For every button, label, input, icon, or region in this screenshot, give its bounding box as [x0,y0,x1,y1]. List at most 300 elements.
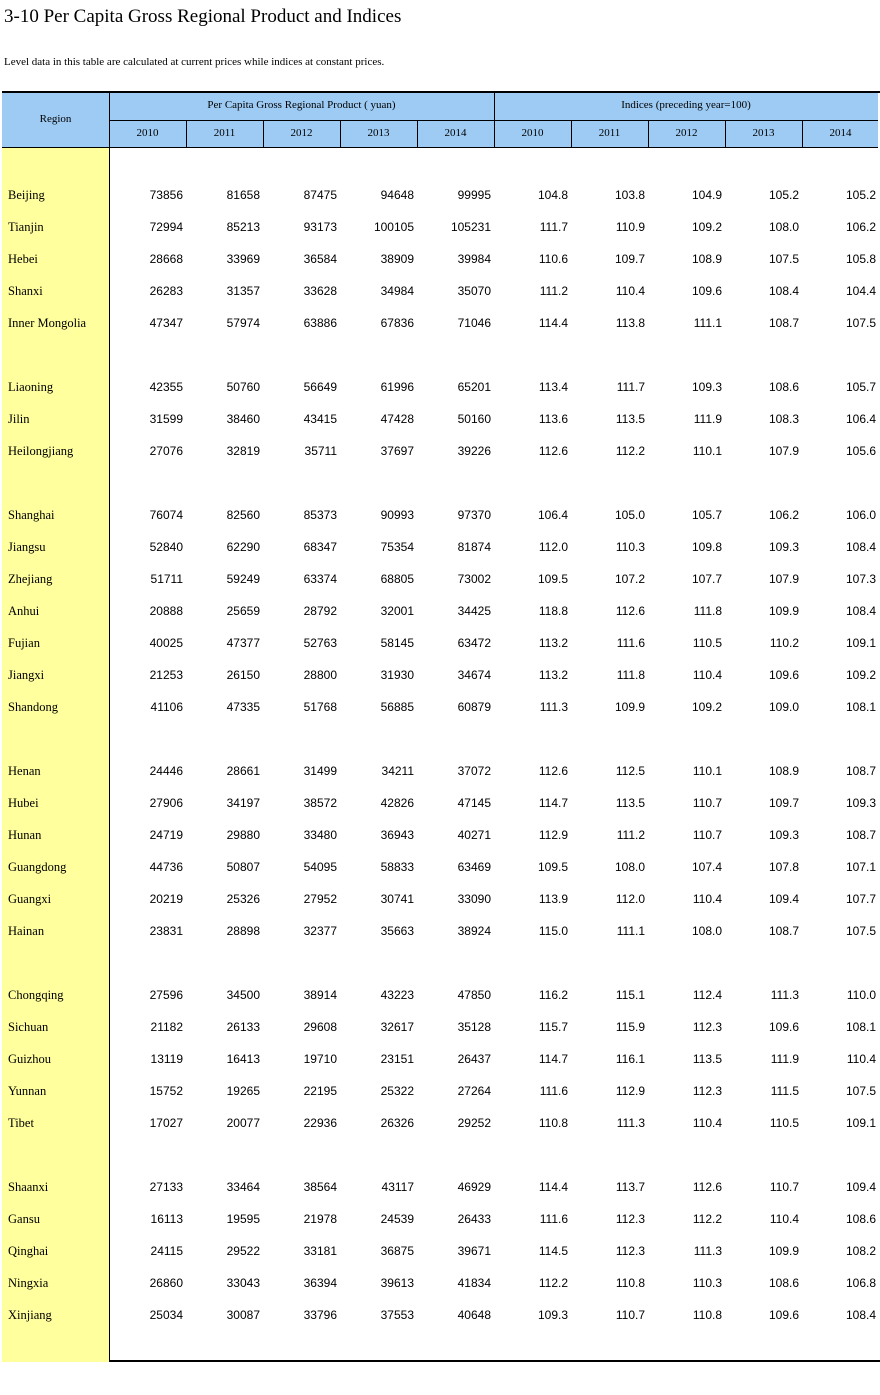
value-cell: 107.5 [845,316,876,330]
region-name: Henan [8,764,41,778]
value-cell: 109.5 [537,860,568,874]
value-cell: 104.4 [845,284,876,298]
region-name: Fujian [8,636,40,650]
region-name: Hainan [8,924,45,938]
value-cell: 32819 [226,444,260,458]
table-title: 3-10 Per Capita Gross Regional Product and Indices [4,6,402,27]
value-cell: 108.4 [845,604,876,618]
value-cell: 108.1 [845,1020,876,1034]
value-cell: 110.4 [692,892,722,906]
value-cell: 26133 [226,1020,260,1034]
region-name: Sichuan [8,1020,49,1034]
table-row [2,1276,878,1294]
table-row [2,316,878,334]
value-cell: 105.2 [768,188,799,202]
value-cell: 110.4 [692,668,722,682]
value-cell: 46929 [457,1180,491,1194]
value-cell: 110.7 [615,1308,645,1322]
value-cell: 25322 [380,1084,414,1098]
value-cell: 110.1 [692,764,722,778]
value-cell: 21978 [303,1212,337,1226]
value-cell: 110.5 [692,636,722,650]
value-cell: 56649 [303,380,337,394]
value-cell: 36875 [380,1244,414,1258]
value-cell: 113.5 [692,1052,722,1066]
value-cell: 107.9 [768,444,799,458]
table-row [2,188,878,206]
region-name: Liaoning [8,380,54,394]
value-cell: 110.2 [769,636,799,650]
value-cell: 40025 [149,636,183,650]
region-name: Gansu [8,1212,40,1226]
value-cell: 110.0 [846,988,876,1002]
value-cell: 20077 [226,1116,260,1130]
value-cell: 110.3 [692,1276,722,1290]
value-cell: 108.6 [845,1212,876,1226]
value-cell: 29880 [226,828,260,842]
value-cell: 110.9 [615,220,645,234]
table-row [2,1212,878,1230]
table-row [2,636,878,654]
value-cell: 97370 [457,508,491,522]
year-header: 2011 [598,127,621,139]
value-cell: 59249 [226,572,260,586]
region-name: Hubei [8,796,39,810]
value-cell: 110.7 [692,796,722,810]
value-cell: 20219 [149,892,183,906]
value-cell: 109.2 [691,220,722,234]
value-cell: 85213 [226,220,260,234]
value-cell: 33090 [457,892,491,906]
value-cell: 107.7 [691,572,722,586]
value-cell: 47335 [226,700,260,714]
value-cell: 110.4 [615,284,645,298]
year-header: 2010 [136,127,159,139]
value-cell: 24719 [149,828,183,842]
value-cell: 16113 [150,1212,183,1226]
value-cell: 37072 [457,764,491,778]
table-row [2,284,878,302]
value-cell: 112.9 [615,1084,645,1098]
value-cell: 108.9 [691,252,722,266]
value-cell: 82560 [226,508,260,522]
value-cell: 61996 [380,380,414,394]
value-cell: 107.1 [845,860,876,874]
value-cell: 27906 [149,796,183,810]
value-cell: 47850 [457,988,491,1002]
value-cell: 112.9 [538,828,568,842]
table-row [2,572,878,590]
value-cell: 115.9 [615,1020,645,1034]
value-cell: 26150 [226,668,260,682]
value-cell: 109.1 [845,636,876,650]
value-cell: 118.8 [538,604,568,618]
table-row [2,860,878,878]
value-cell: 107.5 [845,924,876,938]
value-cell: 107.7 [845,892,876,906]
value-cell: 60879 [457,700,491,714]
value-cell: 113.5 [615,796,645,810]
value-cell: 52763 [303,636,337,650]
value-cell: 52840 [149,540,183,554]
value-cell: 113.5 [615,412,645,426]
region-name: Yunnan [8,1084,47,1098]
value-cell: 68347 [303,540,337,554]
value-cell: 109.3 [845,796,876,810]
table-row [2,988,878,1006]
value-cell: 109.3 [768,540,799,554]
year-header: 2014 [829,127,852,139]
value-cell: 113.2 [538,636,568,650]
value-cell: 30087 [226,1308,260,1322]
value-cell: 108.7 [845,828,876,842]
value-cell: 108.4 [768,284,799,298]
value-cell: 114.4 [538,1180,568,1194]
value-cell: 109.9 [768,1244,799,1258]
table-row [2,1116,878,1134]
value-cell: 39613 [380,1276,414,1290]
value-cell: 94648 [380,188,414,202]
value-cell: 110.4 [769,1212,799,1226]
value-cell: 90993 [380,508,414,522]
table-row [2,444,878,462]
region-name: Jilin [8,412,30,426]
value-cell: 58145 [380,636,414,650]
value-cell: 108.4 [845,1308,876,1322]
value-cell: 116.1 [615,1052,645,1066]
value-cell: 111.1 [693,316,722,330]
table-row [2,828,878,846]
value-cell: 109.2 [845,668,876,682]
region-name: Anhui [8,604,40,618]
value-cell: 110.4 [846,1052,876,1066]
table-row [2,924,878,942]
year-header: 2012 [290,127,313,139]
value-cell: 33796 [303,1308,337,1322]
value-cell: 50160 [457,412,491,426]
value-cell: 34674 [457,668,491,682]
value-cell: 111.3 [539,700,568,714]
value-cell: 112.6 [692,1180,722,1194]
value-cell: 112.3 [615,1212,645,1226]
table-row [2,700,878,718]
value-cell: 44736 [149,860,183,874]
value-cell: 34211 [381,764,414,778]
value-cell: 106.2 [768,508,799,522]
value-cell: 112.0 [538,540,568,554]
value-cell: 30741 [380,892,414,906]
value-cell: 108.7 [768,316,799,330]
value-cell: 108.0 [614,860,645,874]
value-cell: 31357 [226,284,260,298]
table-header [2,93,878,148]
value-cell: 111.6 [539,1212,568,1226]
value-cell: 111.7 [539,220,568,234]
region-name: Shaanxi [8,1180,49,1194]
table-subtitle: Level data in this table are calculated at current prices while indices at constant prices. [4,56,385,68]
value-cell: 33043 [226,1276,260,1290]
region-name: Tibet [8,1116,34,1130]
value-cell: 25034 [149,1308,183,1322]
value-cell: 23151 [380,1052,414,1066]
value-cell: 106.0 [845,508,876,522]
value-cell: 111.2 [539,284,568,298]
value-cell: 114.5 [538,1244,568,1258]
value-cell: 100105 [373,220,414,234]
value-cell: 17027 [149,1116,183,1130]
value-cell: 38909 [380,252,414,266]
region-name: Xinjiang [8,1308,52,1322]
value-cell: 76074 [149,508,183,522]
value-cell: 112.3 [615,1244,645,1258]
value-cell: 115.1 [615,988,645,1002]
value-cell: 38914 [303,988,337,1002]
table-row [2,604,878,622]
value-cell: 111.2 [616,828,645,842]
value-cell: 37553 [380,1308,414,1322]
region-name: Zhejiang [8,572,53,586]
value-cell: 67836 [380,316,414,330]
value-cell: 26326 [380,1116,414,1130]
value-cell: 106.4 [537,508,568,522]
value-cell: 36943 [380,828,414,842]
value-cell: 107.9 [768,572,799,586]
value-cell: 111.9 [693,412,722,426]
value-cell: 21253 [149,668,183,682]
value-cell: 27596 [149,988,183,1002]
value-cell: 21182 [150,1020,183,1034]
table-row [2,1244,878,1262]
value-cell: 50807 [226,860,260,874]
value-cell: 107.5 [768,252,799,266]
value-cell: 19265 [226,1084,260,1098]
value-cell: 109.8 [691,540,722,554]
value-cell: 111.1 [616,924,645,938]
value-cell: 113.4 [538,380,568,394]
value-cell: 85373 [303,508,337,522]
table-row [2,1180,878,1198]
value-cell: 27952 [303,892,337,906]
value-cell: 112.3 [692,1020,722,1034]
value-cell: 112.6 [538,764,568,778]
region-name: Inner Mongolia [8,316,87,330]
value-cell: 72994 [149,220,183,234]
value-cell: 35070 [457,284,491,298]
value-cell: 104.8 [537,188,568,202]
value-cell: 108.1 [845,700,876,714]
value-cell: 32617 [380,1020,414,1034]
region-name: Chongqing [8,988,64,1002]
value-cell: 32001 [380,604,414,618]
value-cell: 110.8 [692,1308,722,1322]
value-cell: 33181 [303,1244,337,1258]
value-cell: 22936 [303,1116,337,1130]
value-cell: 111.6 [616,636,645,650]
value-cell: 23831 [149,924,183,938]
value-cell: 104.9 [691,188,722,202]
value-cell: 107.2 [614,572,645,586]
value-cell: 24446 [149,764,183,778]
value-cell: 108.9 [768,764,799,778]
value-cell: 109.7 [768,796,799,810]
value-cell: 47347 [149,316,183,330]
region-name: Ningxia [8,1276,49,1290]
table-row [2,220,878,238]
value-cell: 110.3 [615,540,645,554]
table-row [2,1052,878,1070]
value-cell: 31499 [303,764,337,778]
value-cell: 35663 [380,924,414,938]
region-name: Shanghai [8,508,55,522]
value-cell: 116.2 [538,988,568,1002]
value-cell: 111.5 [770,1084,799,1098]
year-header: 2013 [367,127,390,139]
value-cell: 105.6 [845,444,876,458]
data-table [2,91,880,1362]
value-cell: 34197 [226,796,260,810]
value-cell: 41106 [150,700,183,714]
year-header: 2010 [521,127,544,139]
value-cell: 29608 [303,1020,337,1034]
value-cell: 106.4 [845,412,876,426]
table-row [2,892,878,910]
value-cell: 111.9 [770,1052,799,1066]
value-cell: 107.4 [691,860,722,874]
value-cell: 114.7 [538,796,568,810]
value-cell: 106.2 [845,220,876,234]
value-cell: 63374 [303,572,337,586]
table-row [2,668,878,686]
region-header: Region [39,113,72,125]
region-name: Beijing [8,188,45,202]
value-cell: 71046 [457,316,491,330]
region-name: Qinghai [8,1244,49,1258]
gdp-group-header: Per Capita Gross Regional Product ( yuan) [207,99,396,111]
value-cell: 105.8 [845,252,876,266]
table-row [2,380,878,398]
value-cell: 105.7 [691,508,722,522]
value-cell: 110.8 [615,1276,645,1290]
value-cell: 110.4 [692,1116,722,1130]
region-name: Shandong [8,700,58,714]
value-cell: 113.7 [615,1180,645,1194]
value-cell: 32377 [303,924,337,938]
value-cell: 57974 [226,316,260,330]
value-cell: 38572 [303,796,337,810]
value-cell: 39671 [457,1244,491,1258]
value-cell: 24539 [380,1212,414,1226]
value-cell: 115.0 [538,924,568,938]
value-cell: 113.8 [615,316,645,330]
value-cell: 26433 [457,1212,491,1226]
value-cell: 109.1 [845,1116,876,1130]
value-cell: 108.3 [768,412,799,426]
value-cell: 108.6 [768,380,799,394]
value-cell: 109.5 [537,572,568,586]
value-cell: 28792 [303,604,337,618]
value-cell: 114.7 [538,1052,568,1066]
value-cell: 112.4 [692,988,722,1002]
value-cell: 109.3 [691,380,722,394]
value-cell: 34425 [457,604,491,618]
table-row [2,764,878,782]
value-cell: 109.9 [768,604,799,618]
value-cell: 43415 [303,412,337,426]
value-cell: 28661 [226,764,260,778]
value-cell: 112.5 [615,764,645,778]
value-cell: 36584 [303,252,337,266]
value-cell: 81658 [226,188,260,202]
value-cell: 109.6 [691,284,722,298]
region-name: Guangdong [8,860,67,874]
table-row [2,508,878,526]
value-cell: 109.4 [768,892,799,906]
value-cell: 110.7 [769,1180,799,1194]
value-cell: 51711 [150,572,183,586]
value-cell: 33628 [303,284,337,298]
value-cell: 109.9 [614,700,645,714]
value-cell: 114.4 [538,316,568,330]
value-cell: 33480 [303,828,337,842]
value-cell: 112.0 [615,892,645,906]
table-row [2,1020,878,1038]
year-header: 2013 [752,127,775,139]
value-cell: 43117 [381,1180,414,1194]
table-row [2,412,878,430]
value-cell: 19595 [226,1212,260,1226]
value-cell: 51768 [303,700,337,714]
value-cell: 87475 [303,188,337,202]
value-cell: 111.3 [770,988,799,1002]
value-cell: 109.3 [537,1308,568,1322]
year-header: 2014 [444,127,467,139]
value-cell: 26283 [149,284,183,298]
value-cell: 111.3 [693,1244,722,1258]
value-cell: 111.7 [616,380,645,394]
value-cell: 108.2 [845,1244,876,1258]
value-cell: 109.7 [614,252,645,266]
value-cell: 99995 [457,188,491,202]
value-cell: 109.3 [768,828,799,842]
value-cell: 105.7 [845,380,876,394]
value-cell: 36394 [303,1276,337,1290]
value-cell: 113.2 [538,668,568,682]
value-cell: 108.0 [691,924,722,938]
value-cell: 107.3 [845,572,876,586]
value-cell: 109.0 [768,700,799,714]
value-cell: 107.8 [768,860,799,874]
value-cell: 39226 [457,444,491,458]
value-cell: 110.6 [538,252,568,266]
value-cell: 112.3 [692,1084,722,1098]
value-cell: 47145 [457,796,491,810]
value-cell: 35711 [304,444,337,458]
value-cell: 115.7 [538,1020,568,1034]
region-name: Jiangxi [8,668,45,682]
value-cell: 111.3 [616,1116,645,1130]
value-cell: 112.2 [615,444,645,458]
value-cell: 108.0 [768,220,799,234]
value-cell: 27133 [149,1180,183,1194]
value-cell: 13119 [150,1052,183,1066]
value-cell: 63886 [303,316,337,330]
region-name: Hunan [8,828,42,842]
value-cell: 27264 [457,1084,491,1098]
value-cell: 28668 [149,252,183,266]
value-cell: 103.8 [614,188,645,202]
value-cell: 73856 [149,188,183,202]
value-cell: 65201 [457,380,491,394]
